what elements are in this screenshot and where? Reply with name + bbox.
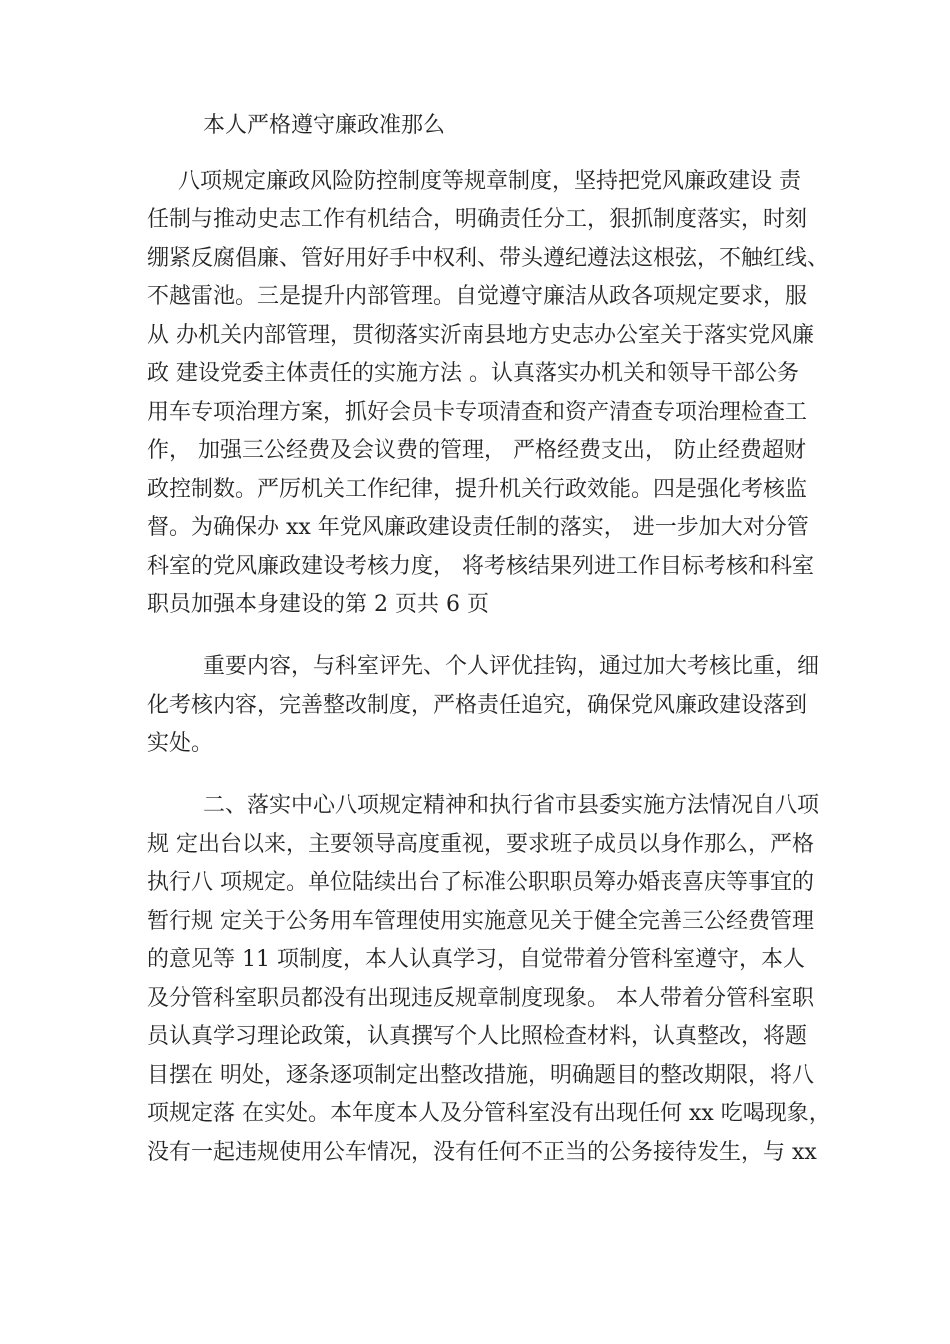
- paragraph-line: 从 办机关内部管理，贯彻落实沂南县地方史志办公室关于落实党风廉: [147, 323, 814, 348]
- paragraph-line: 用车专项治理方案，抓好会员卡专项清查和资产清查专项治理检查工: [147, 400, 808, 425]
- paragraph-line: 规 定出台以来，主要领导高度重视，要求班子成员以身作那么，严格: [147, 832, 814, 857]
- paragraph-line: 绷紧反腐倡廉、管好用好手中权利、带头遵纪遵法这根弦，不触红线、: [147, 246, 830, 271]
- paragraph-line: 化考核内容，完善整改制度，严格责任追究，确保党风廉政建设落到: [147, 693, 808, 718]
- paragraph-line: 的意见等 11 项制度，本人认真学习，自觉带着分管科室遵守，本人: [147, 947, 805, 972]
- paragraph-line: 重要内容，与科室评先、个人评优挂钩，通过加大考核比重，细: [203, 654, 820, 679]
- paragraph-line: 项规定落 在实处。本年度本人及分管科室没有出现任何 xx 吃喝现象，: [147, 1101, 831, 1126]
- paragraph-line: 不越雷池。三是提升内部管理。自觉遵守廉洁从政各项规定要求，服: [147, 284, 808, 309]
- paragraph-line: 督。为确保办 xx 年党风廉政建设责任制的落实， 进一步加大对分管: [147, 515, 809, 540]
- paragraph-line: 政 建设党委主体责任的实施方法 。认真落实办机关和领导干部公务: [147, 361, 799, 386]
- paragraph-line: 员认真学习理论政策，认真撰写个人比照检查材料，认真整改，将题: [147, 1024, 808, 1049]
- paragraph-line: 暂行规 定关于公务用车管理使用实施意见关于健全完善三公经费管理: [147, 909, 814, 934]
- paragraph-line: 及分管科室职员都没有出现违反规章制度现象。 本人带着分管科室职: [147, 986, 814, 1011]
- paragraph-line: 职员加强本身建设的第 2 页共 6 页: [147, 592, 489, 617]
- paragraph-line: 八项规定廉政风险防控制度等规章制度，坚持把党风廉政建设 责: [178, 169, 801, 194]
- paragraph-line: 目摆在 明处，逐条逐项制定出整改措施，明确题目的整改期限，将八: [147, 1063, 814, 1088]
- paragraph-line: 科室的党风廉政建设考核力度， 将考核结果列进工作目标考核和科室: [147, 554, 814, 579]
- paragraph-line: 执行八 项规定。单位陆续出台了标准公职职员筹办婚丧喜庆等事宜的: [147, 870, 814, 895]
- paragraph-line: 政控制数。严厉机关工作纪律，提升机关行政效能。四是强化考核监: [147, 477, 808, 502]
- paragraph-line: 二、落实中心八项规定精神和执行省市县委实施方法情况自八项: [203, 793, 820, 818]
- paragraph-line: 作， 加强三公经费及会议费的管理， 严格经费支出， 防止经费超财: [147, 438, 806, 463]
- paragraph-line: 没有一起违规使用公车情况，没有任何不正当的公务接待发生，与 xx: [147, 1140, 817, 1165]
- document-heading: 本人严格遵守廉政准那么: [203, 113, 446, 138]
- paragraph-line: 任制与推动史志工作有机结合，明确责任分工，狠抓制度落实，时刻: [147, 207, 808, 232]
- paragraph-line: 实处。: [147, 731, 214, 756]
